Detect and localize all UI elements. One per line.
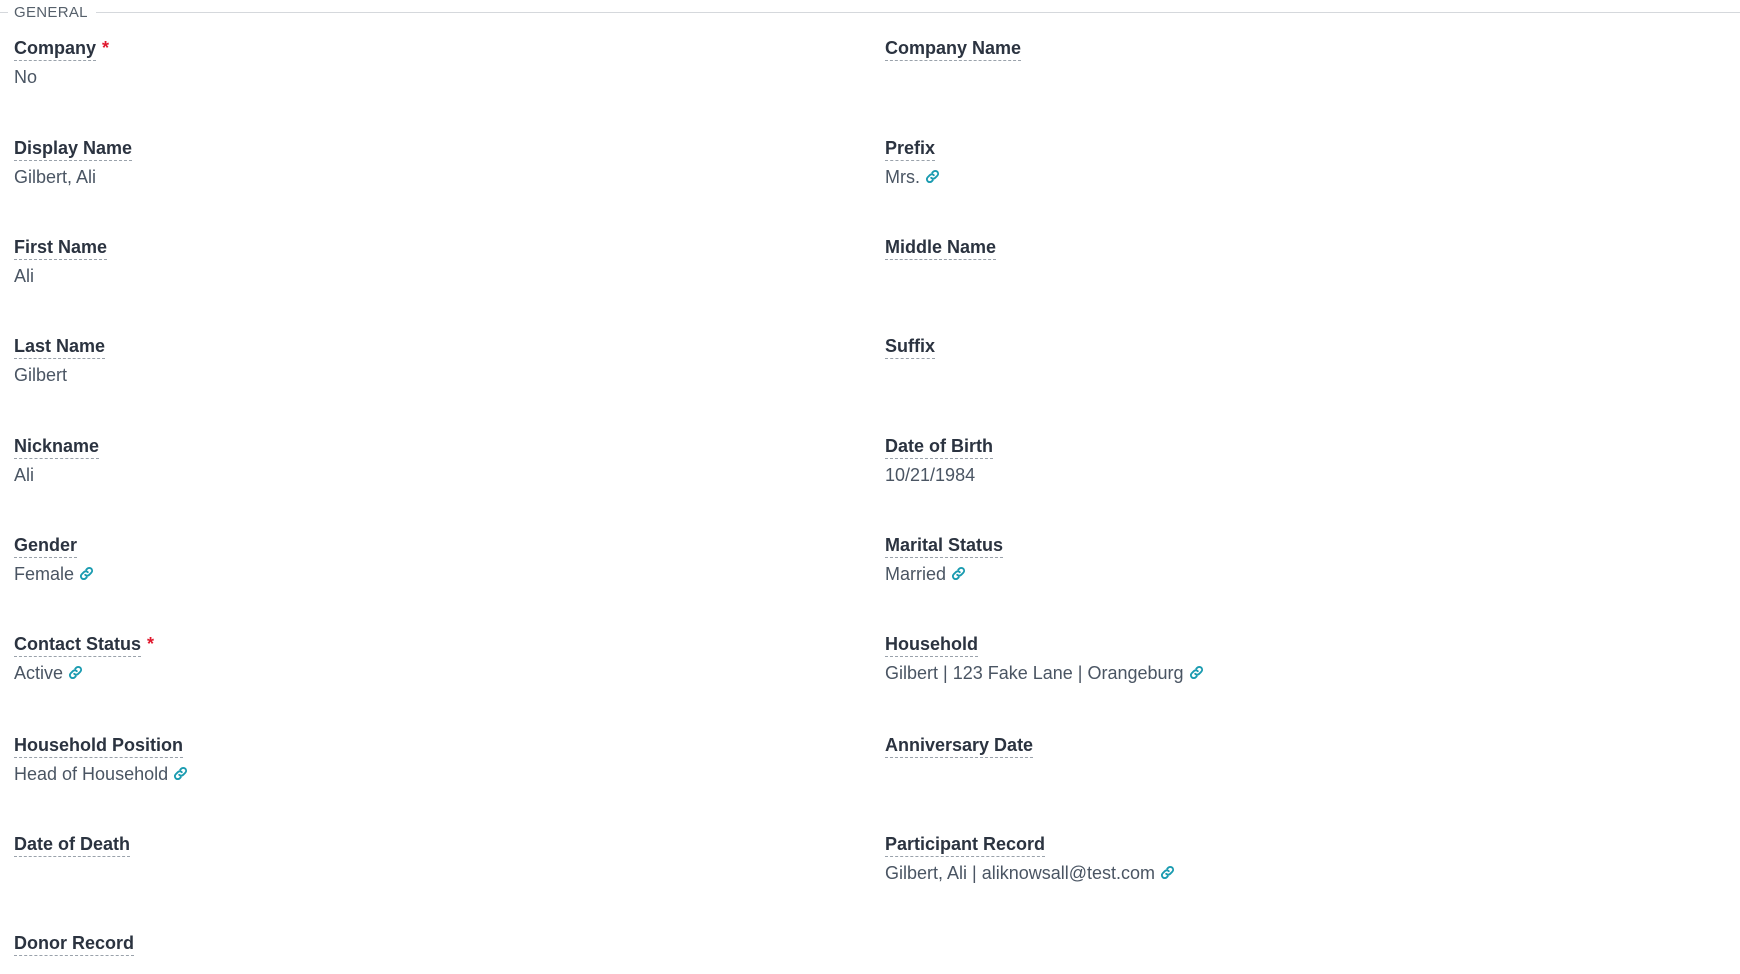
- field-date-of-death: [14, 833, 714, 861]
- link-icon[interactable]: [1160, 865, 1175, 880]
- field-value: Head of Household: [14, 762, 714, 786]
- required-indicator: *: [147, 634, 155, 654]
- field-company: [14, 37, 714, 89]
- field-label: Marital Status: [885, 534, 1003, 558]
- field-label: Display Name: [14, 137, 132, 161]
- field-label: Last Name: [14, 335, 105, 359]
- field-household-position: [14, 734, 714, 786]
- field-label: Date of Death: [14, 833, 130, 857]
- section-header-general: [0, 3, 1740, 21]
- field-value: Ali: [14, 465, 35, 485]
- field-label: Date of Birth: [885, 435, 993, 459]
- field-prefix: [885, 137, 1585, 189]
- field-value: Gilbert, Ali | aliknowsall@test.com: [885, 861, 1585, 885]
- field-label: Anniversary Date: [885, 734, 1033, 758]
- link-icon[interactable]: [1189, 665, 1204, 680]
- required-indicator: *: [102, 38, 110, 58]
- field-display-name: [14, 137, 714, 189]
- field-label: Gender: [14, 534, 77, 558]
- field-label: Prefix: [885, 137, 935, 161]
- field-value: Gilbert: [14, 365, 68, 385]
- field-value: 10/21/1984: [885, 465, 976, 485]
- link-icon[interactable]: [173, 766, 188, 781]
- field-marital-status: [885, 534, 1585, 586]
- field-label: Donor Record: [14, 932, 134, 956]
- field-value: Active: [14, 661, 714, 685]
- field-value: Ali: [14, 266, 35, 286]
- field-participant-record: [885, 833, 1585, 885]
- link-icon[interactable]: [79, 566, 94, 581]
- field-label: Contact Status: [14, 633, 141, 657]
- field-value: Gilbert, Ali: [14, 167, 97, 187]
- field-nickname: [14, 435, 714, 487]
- field-label: Company Name: [885, 37, 1021, 61]
- field-value: Female: [14, 562, 714, 586]
- field-label: Household Position: [14, 734, 183, 758]
- field-label: Middle Name: [885, 236, 996, 260]
- field-value: Mrs.: [885, 165, 1585, 189]
- field-value: No: [14, 67, 38, 87]
- field-company-name: [885, 37, 1585, 65]
- field-value: Gilbert | 123 Fake Lane | Orangeburg: [885, 661, 1585, 685]
- section-divider: [0, 12, 8, 13]
- field-first-name: [14, 236, 714, 288]
- field-contact-status: [14, 633, 714, 685]
- field-label: Participant Record: [885, 833, 1045, 857]
- field-household: [885, 633, 1585, 685]
- field-date-of-birth: [885, 435, 1585, 487]
- field-middle-name: [885, 236, 1585, 264]
- field-label: Nickname: [14, 435, 99, 459]
- field-suffix: [885, 335, 1585, 363]
- field-label: Company: [14, 37, 96, 61]
- link-icon[interactable]: [951, 566, 966, 581]
- field-label: Household: [885, 633, 978, 657]
- field-value: Married: [885, 562, 1585, 586]
- section-divider: [96, 12, 1740, 13]
- field-gender: [14, 534, 714, 586]
- section-title: GENERAL: [14, 4, 88, 21]
- field-last-name: [14, 335, 714, 387]
- link-icon[interactable]: [925, 169, 940, 184]
- field-label: Suffix: [885, 335, 935, 359]
- link-icon[interactable]: [68, 665, 83, 680]
- field-anniversary-date: [885, 734, 1585, 762]
- field-donor-record: [14, 932, 714, 960]
- field-label: First Name: [14, 236, 107, 260]
